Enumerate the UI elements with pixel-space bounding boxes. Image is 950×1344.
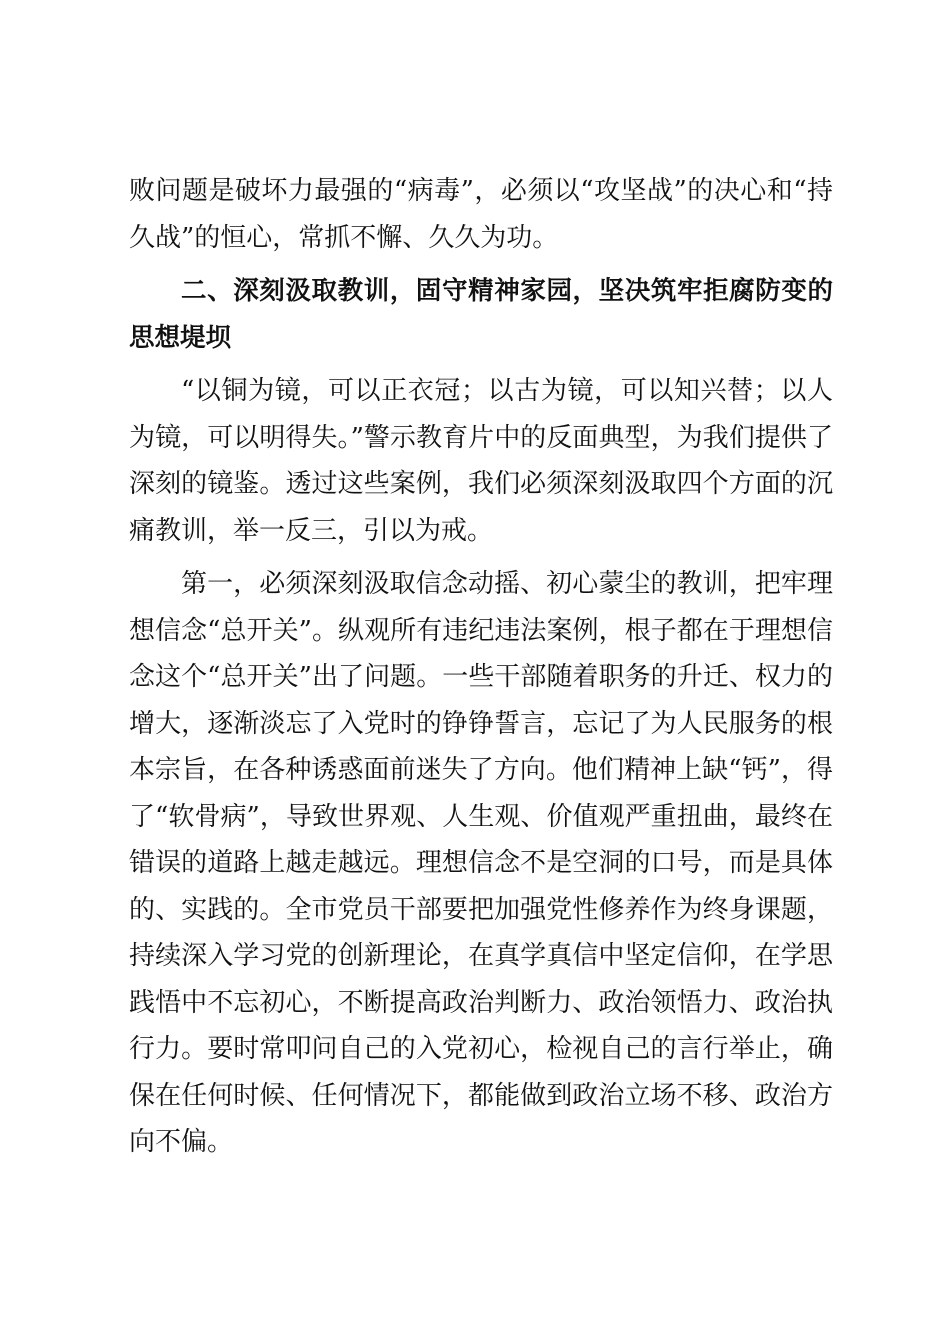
section-heading: 二、深刻汲取教训，固守精神家园，坚决筑牢拒腐防变的思想堤坝 — [129, 276, 833, 353]
body-paragraph-first-lesson: 第一，必须深刻汲取信念动摇、初心蒙尘的教训，把牢理想信念“总开关”。纵观所有违纪违法案例，根子都在于理想信念这个“总开关”出了问题。一些干部随着职务的升迁、权力的增大，逐渐淡忘了入党时的铮铮誓言，忘记了为人民服务的根本宗旨，在各种诱惑面前迷失了方向。他们精神上缺“钙”，得了“软骨病”，导致世界观、人生观、价值观严重扭曲，最终在错误的道路上越走越远。理想信念不是空洞的口号，而是具体的、实践的。全市党员干部要把加强党性修养作为终身课题，持续深入学习党的创新理论，在真学真信中坚定信仰，在学思践悟中不忘初心，不断提高政治判断力、政治领悟力、政治执行力。要时常叩问自己的入党初心，检视自己的言行举止，确保在任何时候、任何情况下，都能做到政治立场不移、政治方向不偏。 — [129, 569, 833, 1157]
body-paragraph-quote: “以铜为镜，可以正衣冠；以古为镜，可以知兴替；以人为镜，可以明得失。”警示教育片中的反面典型，为我们提供了深刻的镜鉴。透过这些案例，我们必须深刻汲取四个方面的沉痛教训，举一反三，引以为戒。 — [129, 376, 833, 546]
body-paragraph-continued: 败问题是破坏力最强的“病毒”，必须以“攻坚战”的决心和“持久战”的恒心，常抓不懈、久久为功。 — [129, 176, 833, 253]
document-body — [129, 168, 833, 1166]
